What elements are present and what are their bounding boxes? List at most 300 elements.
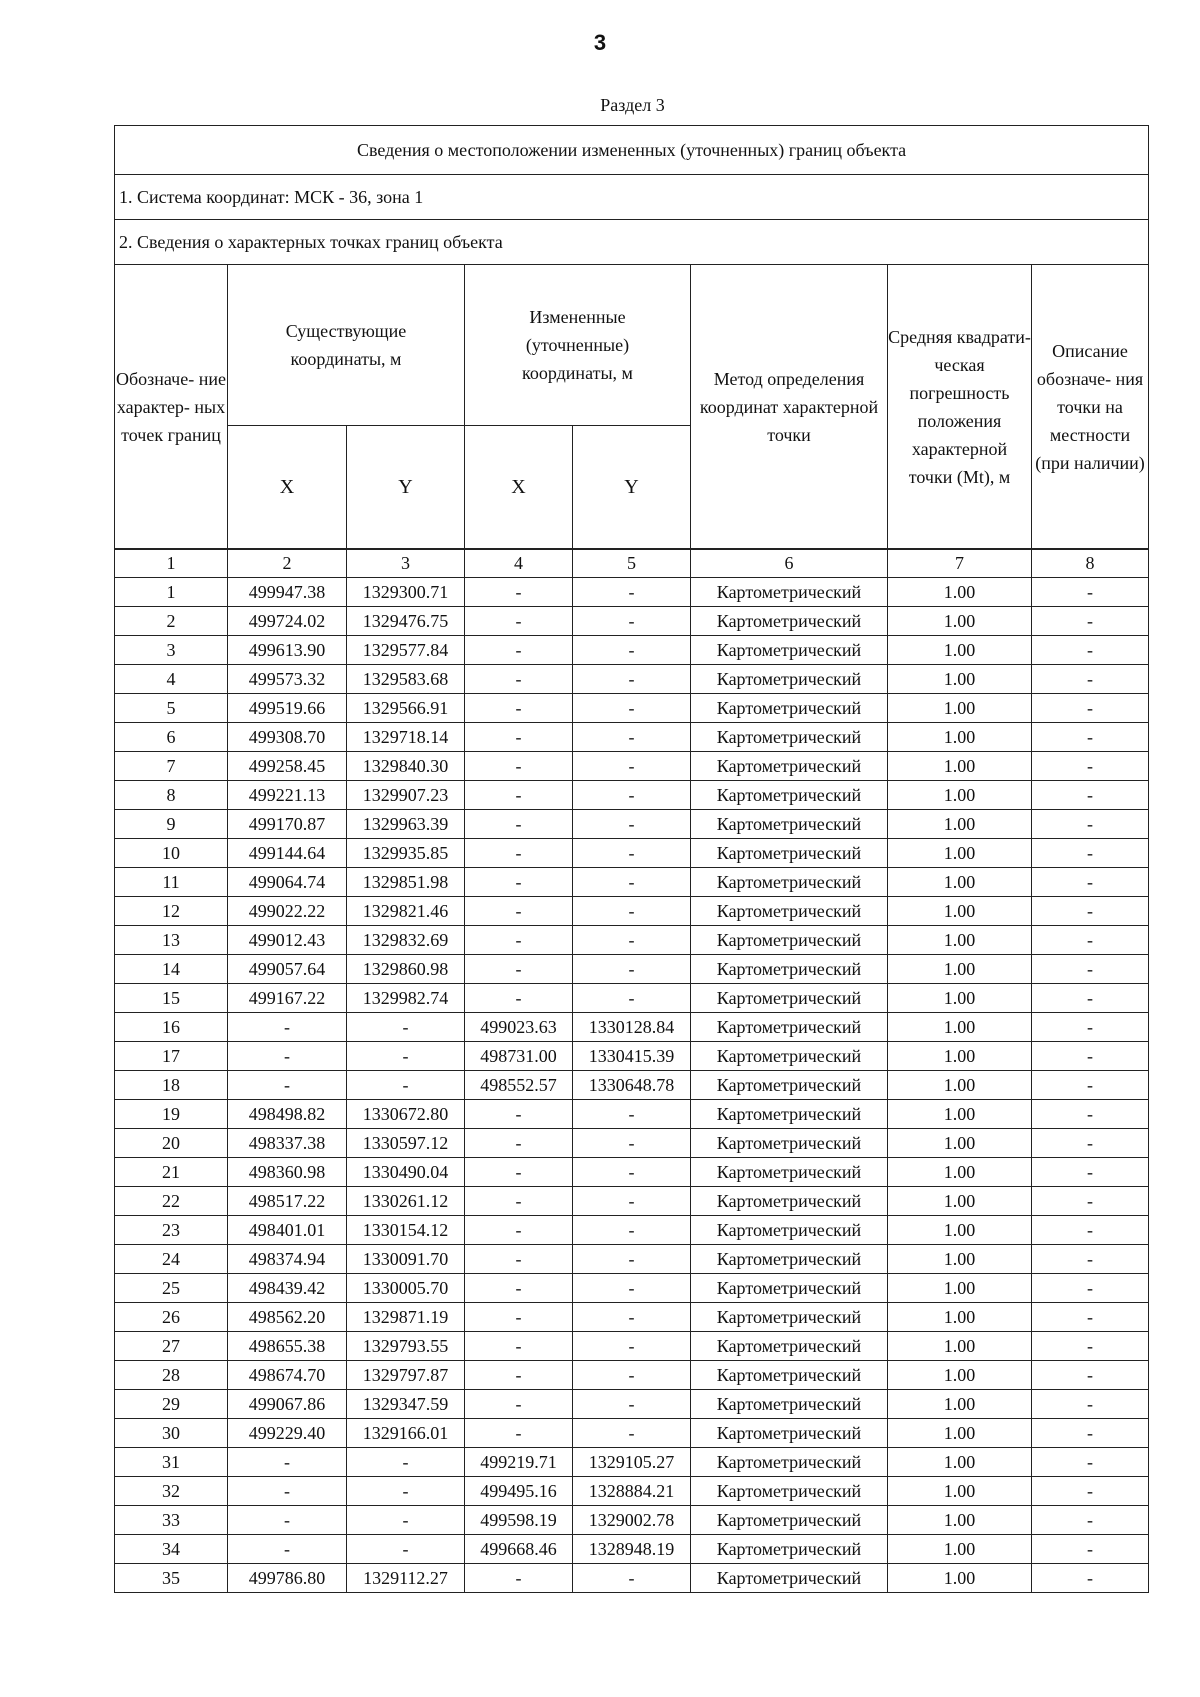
cell-description: - bbox=[1032, 839, 1149, 868]
table-row bbox=[115, 1100, 1149, 1129]
header-existing-y: Y bbox=[347, 426, 465, 550]
cell-rms-error: 1.00 bbox=[888, 1245, 1032, 1274]
cell-point-number: 33 bbox=[115, 1506, 228, 1535]
cell-changed-x: - bbox=[465, 897, 573, 926]
cell-changed-y: - bbox=[573, 1274, 691, 1303]
points-heading: 2. Сведения о характерных точках границ объекта bbox=[115, 220, 1149, 265]
table-row bbox=[115, 1477, 1149, 1506]
cell-changed-x: - bbox=[465, 1158, 573, 1187]
cell-method: Картометрический bbox=[691, 1419, 888, 1448]
cell-method: Картометрический bbox=[691, 1245, 888, 1274]
cell-point-number: 2 bbox=[115, 607, 228, 636]
cell-changed-x: - bbox=[465, 636, 573, 665]
cell-changed-y: 1330128.84 bbox=[573, 1013, 691, 1042]
cell-existing-x: 499170.87 bbox=[228, 810, 347, 839]
table-row bbox=[115, 1216, 1149, 1245]
cell-description: - bbox=[1032, 1448, 1149, 1477]
cell-description: - bbox=[1032, 1129, 1149, 1158]
cell-method: Картометрический bbox=[691, 665, 888, 694]
table-row bbox=[115, 752, 1149, 781]
cell-existing-y: 1330672.80 bbox=[347, 1100, 465, 1129]
cell-existing-x: - bbox=[228, 1477, 347, 1506]
cell-method: Картометрический bbox=[691, 839, 888, 868]
cell-changed-x: 499668.46 bbox=[465, 1535, 573, 1564]
table-title: Сведения о местоположении измененных (уточненных) границ объекта bbox=[115, 126, 1149, 175]
cell-changed-x: - bbox=[465, 1187, 573, 1216]
cell-existing-x: 499724.02 bbox=[228, 607, 347, 636]
cell-method: Картометрический bbox=[691, 1564, 888, 1593]
cell-existing-x: - bbox=[228, 1448, 347, 1477]
cell-description: - bbox=[1032, 607, 1149, 636]
cell-rms-error: 1.00 bbox=[888, 1564, 1032, 1593]
cell-changed-y: - bbox=[573, 1361, 691, 1390]
cell-rms-error: 1.00 bbox=[888, 636, 1032, 665]
cell-method: Картометрический bbox=[691, 1274, 888, 1303]
table-row bbox=[115, 1303, 1149, 1332]
cell-changed-x: - bbox=[465, 1274, 573, 1303]
cell-existing-y: 1329112.27 bbox=[347, 1564, 465, 1593]
cell-existing-y: 1329840.30 bbox=[347, 752, 465, 781]
table-row bbox=[115, 665, 1149, 694]
cell-existing-x: 499144.64 bbox=[228, 839, 347, 868]
cell-point-number: 24 bbox=[115, 1245, 228, 1274]
cell-point-number: 4 bbox=[115, 665, 228, 694]
cell-changed-y: - bbox=[573, 781, 691, 810]
cell-changed-y: - bbox=[573, 694, 691, 723]
cell-existing-x: 499786.80 bbox=[228, 1564, 347, 1593]
cell-existing-y: 1329860.98 bbox=[347, 955, 465, 984]
cell-point-number: 15 bbox=[115, 984, 228, 1013]
cell-changed-x: 498552.57 bbox=[465, 1071, 573, 1100]
cell-method: Картометрический bbox=[691, 1477, 888, 1506]
column-number: 4 bbox=[465, 549, 573, 578]
cell-existing-x: - bbox=[228, 1042, 347, 1071]
cell-existing-x: 499067.86 bbox=[228, 1390, 347, 1419]
cell-changed-x: 499023.63 bbox=[465, 1013, 573, 1042]
cell-rms-error: 1.00 bbox=[888, 984, 1032, 1013]
cell-point-number: 25 bbox=[115, 1274, 228, 1303]
column-number: 2 bbox=[228, 549, 347, 578]
cell-existing-y: 1329583.68 bbox=[347, 665, 465, 694]
cell-description: - bbox=[1032, 694, 1149, 723]
cell-point-number: 29 bbox=[115, 1390, 228, 1419]
header-existing-x: X bbox=[228, 426, 347, 550]
cell-existing-x: 499258.45 bbox=[228, 752, 347, 781]
cell-existing-y: - bbox=[347, 1535, 465, 1564]
cell-method: Картометрический bbox=[691, 1100, 888, 1129]
cell-existing-x: 499167.22 bbox=[228, 984, 347, 1013]
cell-changed-y: - bbox=[573, 1390, 691, 1419]
cell-existing-x: 499573.32 bbox=[228, 665, 347, 694]
cell-method: Картометрический bbox=[691, 781, 888, 810]
cell-existing-x: 498498.82 bbox=[228, 1100, 347, 1129]
cell-existing-y: 1330490.04 bbox=[347, 1158, 465, 1187]
cell-existing-y: 1329718.14 bbox=[347, 723, 465, 752]
cell-rms-error: 1.00 bbox=[888, 839, 1032, 868]
column-number: 7 bbox=[888, 549, 1032, 578]
cell-point-number: 9 bbox=[115, 810, 228, 839]
cell-changed-y: 1328948.19 bbox=[573, 1535, 691, 1564]
cell-point-number: 16 bbox=[115, 1013, 228, 1042]
cell-rms-error: 1.00 bbox=[888, 752, 1032, 781]
cell-method: Картометрический bbox=[691, 897, 888, 926]
cell-rms-error: 1.00 bbox=[888, 1506, 1032, 1535]
cell-existing-x: 498517.22 bbox=[228, 1187, 347, 1216]
table-row bbox=[115, 1245, 1149, 1274]
table-row bbox=[115, 1274, 1149, 1303]
cell-changed-x: - bbox=[465, 868, 573, 897]
cell-description: - bbox=[1032, 1332, 1149, 1361]
cell-changed-x: - bbox=[465, 810, 573, 839]
cell-point-number: 32 bbox=[115, 1477, 228, 1506]
cell-rms-error: 1.00 bbox=[888, 578, 1032, 607]
cell-changed-y: - bbox=[573, 897, 691, 926]
column-number: 8 bbox=[1032, 549, 1149, 578]
cell-changed-x: - bbox=[465, 1245, 573, 1274]
cell-point-number: 23 bbox=[115, 1216, 228, 1245]
column-number: 3 bbox=[347, 549, 465, 578]
cell-changed-x: - bbox=[465, 1303, 573, 1332]
cell-description: - bbox=[1032, 810, 1149, 839]
cell-changed-x: - bbox=[465, 926, 573, 955]
cell-existing-x: 498439.42 bbox=[228, 1274, 347, 1303]
table-row bbox=[115, 578, 1149, 607]
cell-changed-y: - bbox=[573, 984, 691, 1013]
cell-existing-y: 1329982.74 bbox=[347, 984, 465, 1013]
cell-existing-y: 1329300.71 bbox=[347, 578, 465, 607]
table-row bbox=[115, 1071, 1149, 1100]
table-row bbox=[115, 1448, 1149, 1477]
cell-method: Картометрический bbox=[691, 868, 888, 897]
cell-method: Картометрический bbox=[691, 1535, 888, 1564]
table-row bbox=[115, 810, 1149, 839]
cell-existing-x: 498655.38 bbox=[228, 1332, 347, 1361]
cell-changed-x: - bbox=[465, 1332, 573, 1361]
cell-existing-y: 1329907.23 bbox=[347, 781, 465, 810]
cell-existing-x: - bbox=[228, 1535, 347, 1564]
cell-rms-error: 1.00 bbox=[888, 1274, 1032, 1303]
table-row bbox=[115, 984, 1149, 1013]
cell-existing-y: 1329793.55 bbox=[347, 1332, 465, 1361]
cell-method: Картометрический bbox=[691, 1332, 888, 1361]
cell-existing-y: 1329577.84 bbox=[347, 636, 465, 665]
cell-rms-error: 1.00 bbox=[888, 897, 1032, 926]
cell-description: - bbox=[1032, 1042, 1149, 1071]
cell-changed-y: - bbox=[573, 1216, 691, 1245]
cell-description: - bbox=[1032, 1013, 1149, 1042]
table-row bbox=[115, 1042, 1149, 1071]
cell-point-number: 6 bbox=[115, 723, 228, 752]
cell-rms-error: 1.00 bbox=[888, 1216, 1032, 1245]
section-title: Раздел 3 bbox=[600, 95, 665, 115]
table-row bbox=[115, 868, 1149, 897]
cell-existing-y: 1329871.19 bbox=[347, 1303, 465, 1332]
table-row bbox=[115, 1129, 1149, 1158]
cell-changed-y: - bbox=[573, 926, 691, 955]
cell-description: - bbox=[1032, 1535, 1149, 1564]
cell-changed-x: - bbox=[465, 984, 573, 1013]
cell-existing-x: 499057.64 bbox=[228, 955, 347, 984]
column-number: 6 bbox=[691, 549, 888, 578]
cell-existing-x: 498360.98 bbox=[228, 1158, 347, 1187]
cell-method: Картометрический bbox=[691, 1042, 888, 1071]
cell-point-number: 27 bbox=[115, 1332, 228, 1361]
cell-rms-error: 1.00 bbox=[888, 1129, 1032, 1158]
cell-existing-y: 1330091.70 bbox=[347, 1245, 465, 1274]
cell-description: - bbox=[1032, 665, 1149, 694]
cell-method: Картометрический bbox=[691, 984, 888, 1013]
table-row bbox=[115, 781, 1149, 810]
cell-point-number: 26 bbox=[115, 1303, 228, 1332]
cell-changed-x: - bbox=[465, 839, 573, 868]
boundary-points-table bbox=[114, 125, 1149, 1593]
header-point-designation: Обозначе- ние характер- ных точек границ bbox=[115, 265, 228, 550]
column-numbers-row bbox=[115, 549, 1149, 578]
table-row bbox=[115, 607, 1149, 636]
table-row bbox=[115, 955, 1149, 984]
table-row bbox=[115, 1332, 1149, 1361]
cell-rms-error: 1.00 bbox=[888, 1477, 1032, 1506]
cell-existing-y: - bbox=[347, 1042, 465, 1071]
cell-existing-x: 499221.13 bbox=[228, 781, 347, 810]
cell-existing-x: 499229.40 bbox=[228, 1419, 347, 1448]
cell-changed-y: - bbox=[573, 665, 691, 694]
cell-existing-x: 499308.70 bbox=[228, 723, 347, 752]
cell-description: - bbox=[1032, 1158, 1149, 1187]
cell-changed-x: - bbox=[465, 1390, 573, 1419]
cell-changed-y: - bbox=[573, 839, 691, 868]
table-row bbox=[115, 1187, 1149, 1216]
cell-changed-y: - bbox=[573, 1187, 691, 1216]
table-row bbox=[115, 1564, 1149, 1593]
cell-point-number: 11 bbox=[115, 868, 228, 897]
cell-description: - bbox=[1032, 1245, 1149, 1274]
cell-existing-y: 1329347.59 bbox=[347, 1390, 465, 1419]
cell-existing-y: - bbox=[347, 1013, 465, 1042]
table-row bbox=[115, 1390, 1149, 1419]
header-description: Описание обозначе- ния точки на местности (при наличии) bbox=[1032, 265, 1149, 550]
cell-rms-error: 1.00 bbox=[888, 781, 1032, 810]
cell-changed-x: - bbox=[465, 694, 573, 723]
cell-method: Картометрический bbox=[691, 926, 888, 955]
cell-description: - bbox=[1032, 926, 1149, 955]
cell-description: - bbox=[1032, 636, 1149, 665]
cell-method: Картометрический bbox=[691, 1390, 888, 1419]
table-row bbox=[115, 1013, 1149, 1042]
cell-description: - bbox=[1032, 955, 1149, 984]
cell-description: - bbox=[1032, 1216, 1149, 1245]
cell-rms-error: 1.00 bbox=[888, 810, 1032, 839]
cell-existing-x: 499947.38 bbox=[228, 578, 347, 607]
table-row bbox=[115, 1419, 1149, 1448]
cell-method: Картометрический bbox=[691, 1013, 888, 1042]
cell-changed-y: - bbox=[573, 1332, 691, 1361]
cell-rms-error: 1.00 bbox=[888, 723, 1032, 752]
cell-existing-y: 1330005.70 bbox=[347, 1274, 465, 1303]
cell-point-number: 18 bbox=[115, 1071, 228, 1100]
cell-method: Картометрический bbox=[691, 955, 888, 984]
cell-description: - bbox=[1032, 1274, 1149, 1303]
cell-changed-y: - bbox=[573, 1245, 691, 1274]
column-number: 5 bbox=[573, 549, 691, 578]
cell-existing-y: 1329851.98 bbox=[347, 868, 465, 897]
cell-existing-y: - bbox=[347, 1448, 465, 1477]
cell-rms-error: 1.00 bbox=[888, 1303, 1032, 1332]
cell-method: Картометрический bbox=[691, 1129, 888, 1158]
cell-changed-y: - bbox=[573, 636, 691, 665]
table-row bbox=[115, 926, 1149, 955]
cell-point-number: 14 bbox=[115, 955, 228, 984]
coordinate-system: 1. Система координат: МСК - 36, зона 1 bbox=[115, 175, 1149, 220]
cell-rms-error: 1.00 bbox=[888, 1535, 1032, 1564]
column-number: 1 bbox=[115, 549, 228, 578]
cell-point-number: 19 bbox=[115, 1100, 228, 1129]
table-row bbox=[115, 1361, 1149, 1390]
cell-changed-x: 498731.00 bbox=[465, 1042, 573, 1071]
cell-rms-error: 1.00 bbox=[888, 1448, 1032, 1477]
cell-description: - bbox=[1032, 1361, 1149, 1390]
header-rms-error: Средняя квадрати- ческая погрешность положения характерной точки (Mt), м bbox=[888, 265, 1032, 550]
cell-description: - bbox=[1032, 723, 1149, 752]
cell-existing-y: 1329832.69 bbox=[347, 926, 465, 955]
cell-rms-error: 1.00 bbox=[888, 1042, 1032, 1071]
header-changed-coords: Измененные (уточненные) координаты, м bbox=[465, 265, 691, 426]
cell-description: - bbox=[1032, 1564, 1149, 1593]
cell-rms-error: 1.00 bbox=[888, 1332, 1032, 1361]
cell-method: Картометрический bbox=[691, 578, 888, 607]
cell-rms-error: 1.00 bbox=[888, 665, 1032, 694]
cell-point-number: 31 bbox=[115, 1448, 228, 1477]
cell-description: - bbox=[1032, 578, 1149, 607]
cell-changed-y: - bbox=[573, 1564, 691, 1593]
cell-description: - bbox=[1032, 1187, 1149, 1216]
page-number: 3 bbox=[593, 30, 607, 55]
cell-changed-y: 1330415.39 bbox=[573, 1042, 691, 1071]
table-row bbox=[115, 839, 1149, 868]
cell-changed-y: - bbox=[573, 1158, 691, 1187]
cell-method: Картометрический bbox=[691, 1187, 888, 1216]
cell-existing-y: 1330597.12 bbox=[347, 1129, 465, 1158]
cell-method: Картометрический bbox=[691, 694, 888, 723]
cell-description: - bbox=[1032, 897, 1149, 926]
table-row bbox=[115, 636, 1149, 665]
header-existing-coords: Существующие координаты, м bbox=[228, 265, 465, 426]
cell-existing-x: 499519.66 bbox=[228, 694, 347, 723]
cell-changed-x: - bbox=[465, 1216, 573, 1245]
cell-description: - bbox=[1032, 752, 1149, 781]
cell-point-number: 34 bbox=[115, 1535, 228, 1564]
cell-existing-y: 1329476.75 bbox=[347, 607, 465, 636]
cell-point-number: 5 bbox=[115, 694, 228, 723]
cell-changed-y: - bbox=[573, 1100, 691, 1129]
cell-changed-y: 1328884.21 bbox=[573, 1477, 691, 1506]
cell-description: - bbox=[1032, 781, 1149, 810]
cell-point-number: 30 bbox=[115, 1419, 228, 1448]
table-row bbox=[115, 694, 1149, 723]
cell-existing-x: 498337.38 bbox=[228, 1129, 347, 1158]
cell-method: Картометрический bbox=[691, 1158, 888, 1187]
cell-method: Картометрический bbox=[691, 1361, 888, 1390]
cell-description: - bbox=[1032, 1506, 1149, 1535]
cell-point-number: 22 bbox=[115, 1187, 228, 1216]
cell-changed-x: - bbox=[465, 607, 573, 636]
cell-method: Картометрический bbox=[691, 723, 888, 752]
cell-point-number: 8 bbox=[115, 781, 228, 810]
table-row bbox=[115, 723, 1149, 752]
cell-changed-y: - bbox=[573, 955, 691, 984]
cell-changed-y: - bbox=[573, 607, 691, 636]
cell-rms-error: 1.00 bbox=[888, 1100, 1032, 1129]
cell-changed-x: - bbox=[465, 578, 573, 607]
cell-existing-y: 1329935.85 bbox=[347, 839, 465, 868]
cell-changed-x: - bbox=[465, 1129, 573, 1158]
cell-method: Картометрический bbox=[691, 1448, 888, 1477]
cell-existing-y: 1330261.12 bbox=[347, 1187, 465, 1216]
cell-existing-x: 498562.20 bbox=[228, 1303, 347, 1332]
table-row bbox=[115, 897, 1149, 926]
cell-changed-x: - bbox=[465, 1419, 573, 1448]
cell-rms-error: 1.00 bbox=[888, 1071, 1032, 1100]
cell-rms-error: 1.00 bbox=[888, 607, 1032, 636]
table-row bbox=[115, 1158, 1149, 1187]
cell-point-number: 35 bbox=[115, 1564, 228, 1593]
cell-changed-y: - bbox=[573, 1303, 691, 1332]
header-method: Метод определения координат характерной точки bbox=[691, 265, 888, 550]
cell-changed-y: - bbox=[573, 810, 691, 839]
cell-changed-y: - bbox=[573, 868, 691, 897]
cell-point-number: 10 bbox=[115, 839, 228, 868]
cell-existing-y: 1330154.12 bbox=[347, 1216, 465, 1245]
cell-rms-error: 1.00 bbox=[888, 694, 1032, 723]
cell-method: Картометрический bbox=[691, 1506, 888, 1535]
cell-existing-y: 1329566.91 bbox=[347, 694, 465, 723]
cell-changed-x: - bbox=[465, 1361, 573, 1390]
cell-rms-error: 1.00 bbox=[888, 1390, 1032, 1419]
cell-method: Картометрический bbox=[691, 607, 888, 636]
cell-existing-x: 498674.70 bbox=[228, 1361, 347, 1390]
cell-existing-y: 1329797.87 bbox=[347, 1361, 465, 1390]
cell-existing-y: - bbox=[347, 1071, 465, 1100]
cell-changed-x: - bbox=[465, 781, 573, 810]
cell-rms-error: 1.00 bbox=[888, 1419, 1032, 1448]
cell-rms-error: 1.00 bbox=[888, 955, 1032, 984]
cell-changed-y: - bbox=[573, 752, 691, 781]
cell-existing-y: 1329821.46 bbox=[347, 897, 465, 926]
cell-description: - bbox=[1032, 1071, 1149, 1100]
cell-existing-x: - bbox=[228, 1013, 347, 1042]
table-row bbox=[115, 1506, 1149, 1535]
cell-changed-x: - bbox=[465, 723, 573, 752]
cell-changed-y: 1330648.78 bbox=[573, 1071, 691, 1100]
cell-changed-x: 499495.16 bbox=[465, 1477, 573, 1506]
cell-rms-error: 1.00 bbox=[888, 1158, 1032, 1187]
cell-existing-y: 1329963.39 bbox=[347, 810, 465, 839]
cell-method: Картометрический bbox=[691, 636, 888, 665]
header-changed-y: Y bbox=[573, 426, 691, 550]
cell-description: - bbox=[1032, 1477, 1149, 1506]
cell-existing-y: - bbox=[347, 1506, 465, 1535]
cell-existing-x: 498374.94 bbox=[228, 1245, 347, 1274]
cell-changed-y: - bbox=[573, 1419, 691, 1448]
cell-point-number: 3 bbox=[115, 636, 228, 665]
cell-changed-y: - bbox=[573, 1129, 691, 1158]
cell-changed-x: - bbox=[465, 1564, 573, 1593]
cell-method: Картометрический bbox=[691, 1303, 888, 1332]
cell-existing-x: - bbox=[228, 1506, 347, 1535]
cell-existing-x: 499064.74 bbox=[228, 868, 347, 897]
cell-existing-y: - bbox=[347, 1477, 465, 1506]
cell-point-number: 13 bbox=[115, 926, 228, 955]
